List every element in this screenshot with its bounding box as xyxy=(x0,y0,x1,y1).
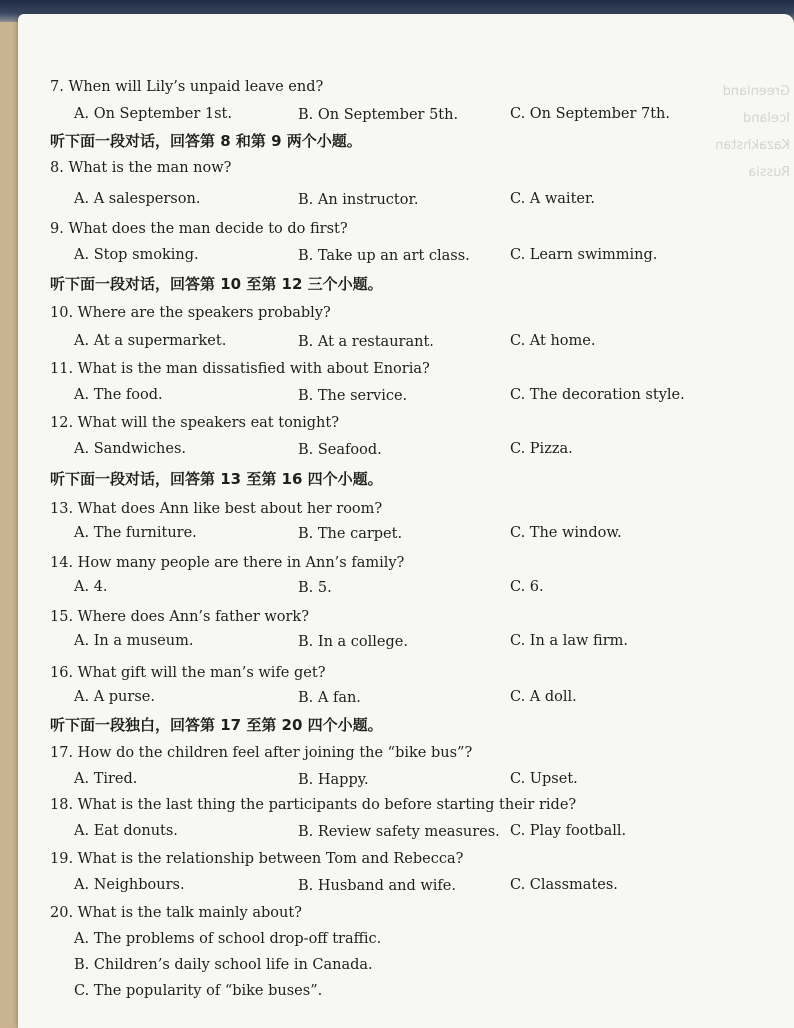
section-instruction: 听下面一段对话，回答第 8 和第 9 两个小题。 xyxy=(50,132,362,150)
question-text: 17. How do the children feel after joining the “bike bus”? xyxy=(50,745,473,761)
option-c: C. On September 7th. xyxy=(510,106,670,122)
option-a: A. Stop smoking. xyxy=(74,247,199,263)
question-text: 8. What is the man now? xyxy=(50,160,232,176)
option-c: C. Learn swimming. xyxy=(510,247,658,263)
section-instruction: 听下面一段独白，回答第 17 至第 20 四个小题。 xyxy=(50,716,383,734)
option-c: C. A doll. xyxy=(510,689,577,705)
question-text: 20. What is the talk mainly about? xyxy=(50,905,302,921)
option-b: B. Happy. xyxy=(298,772,369,788)
option-line: A. The problems of school drop-off traffic. xyxy=(74,931,382,947)
option-a: A. In a museum. xyxy=(74,633,194,649)
option-c: C. The window. xyxy=(510,525,622,541)
option-b: B. At a restaurant. xyxy=(298,334,434,350)
option-a: A. A purse. xyxy=(74,689,155,705)
option-b: B. In a college. xyxy=(298,634,408,650)
option-line: B. Children’s daily school life in Canada. xyxy=(74,957,373,973)
option-a: A. Sandwiches. xyxy=(74,441,187,457)
option-c: C. At home. xyxy=(510,333,596,349)
question-text: 10. Where are the speakers probably? xyxy=(50,305,331,321)
option-b: B. The service. xyxy=(298,388,408,404)
option-c: C. Upset. xyxy=(510,771,578,787)
option-a: A. 4. xyxy=(74,579,108,595)
section-instruction: 听下面一段对话，回答第 10 至第 12 三个小题。 xyxy=(50,275,383,293)
option-c: C. A waiter. xyxy=(510,191,595,207)
option-a: A. Eat donuts. xyxy=(74,823,178,839)
question-text: 11. What is the man dissatisfied with about Enoria? xyxy=(50,361,430,377)
section-instruction: 听下面一段对话，回答第 13 至第 16 四个小题。 xyxy=(50,470,383,488)
option-b: B. Husband and wife. xyxy=(298,878,456,894)
question-text: 18. What is the last thing the participants do before starting their ride? xyxy=(50,797,577,813)
option-b: B. On September 5th. xyxy=(298,107,459,123)
option-b: B. The carpet. xyxy=(298,526,403,542)
option-c: C. Classmates. xyxy=(510,877,618,893)
option-c: C. In a law firm. xyxy=(510,633,628,649)
option-a: A. On September 1st. xyxy=(74,106,232,122)
exam-paper xyxy=(18,14,794,1028)
option-c: C. Play football. xyxy=(510,823,627,839)
option-b: B. Take up an art class. xyxy=(298,248,470,264)
option-b: B. Seafood. xyxy=(298,442,382,458)
question-text: 16. What gift will the man’s wife get? xyxy=(50,665,326,681)
option-c: C. The decoration style. xyxy=(510,387,685,403)
option-b: B. A fan. xyxy=(298,690,361,706)
option-a: A. The furniture. xyxy=(74,525,197,541)
option-b: B. 5. xyxy=(298,580,332,596)
question-text: 15. Where does Ann’s father work? xyxy=(50,609,309,625)
option-b: B. Review safety measures. xyxy=(298,824,500,840)
option-b: B. An instructor. xyxy=(298,192,419,208)
option-a: A. At a supermarket. xyxy=(74,333,227,349)
option-line: C. The popularity of “bike buses”. xyxy=(74,983,323,999)
option-a: A. Neighbours. xyxy=(74,877,185,893)
option-a: A. Tired. xyxy=(74,771,138,787)
question-text: 13. What does Ann like best about her room? xyxy=(50,501,383,517)
question-text: 19. What is the relationship between Tom and Rebecca? xyxy=(50,851,464,867)
option-a: A. The food. xyxy=(74,387,163,403)
option-c: C. Pizza. xyxy=(510,441,573,457)
question-text: 7. When will Lily’s unpaid leave end? xyxy=(50,79,324,95)
question-text: 12. What will the speakers eat tonight? xyxy=(50,415,339,431)
question-list xyxy=(18,14,794,1028)
question-text: 9. What does the man decide to do first? xyxy=(50,221,348,237)
question-text: 14. How many people are there in Ann’s family? xyxy=(50,555,405,571)
option-a: A. A salesperson. xyxy=(74,191,201,207)
option-c: C. 6. xyxy=(510,579,544,595)
bleed-through-text: Greenland Iceland Kazakhstan Russia xyxy=(715,84,790,180)
